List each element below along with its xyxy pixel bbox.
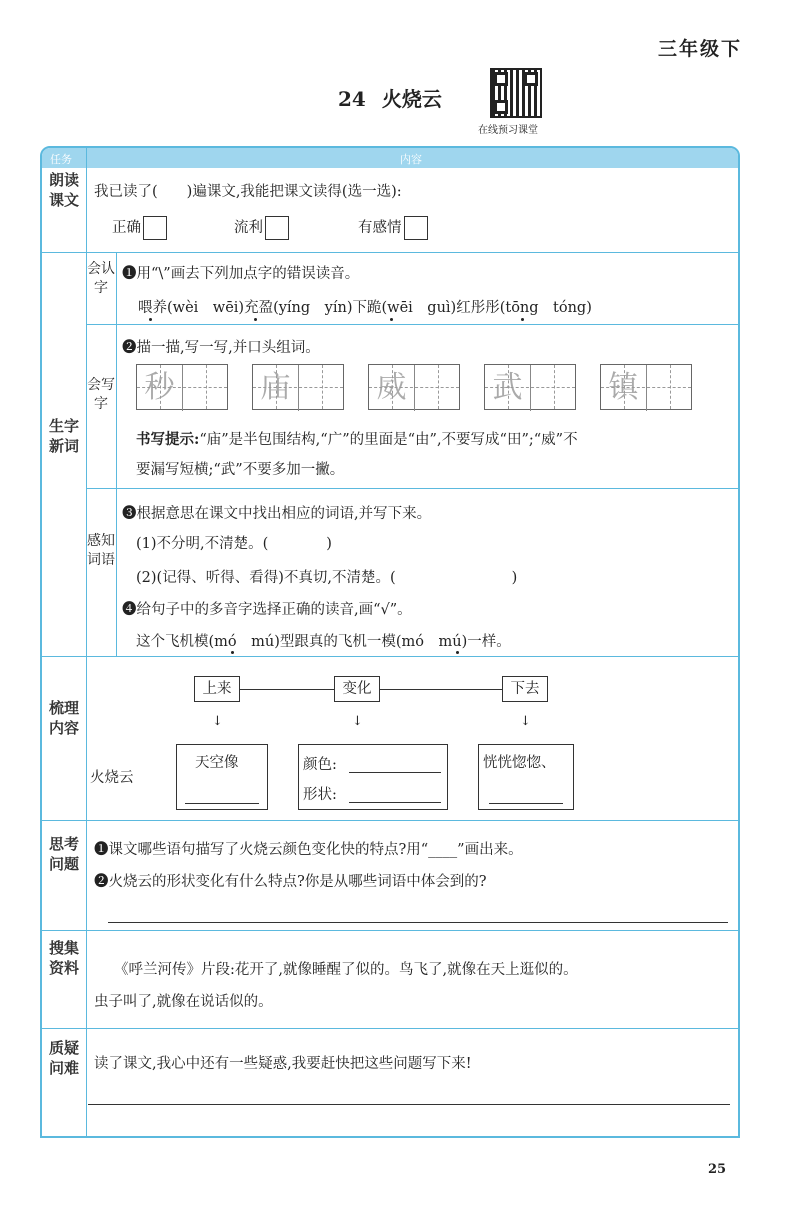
perceive-s4[interactable]: 这个飞机模(mó mú)型跟真的飞机一模(mó mú)一样。 bbox=[136, 634, 511, 650]
lesson-name: 火烧云 bbox=[381, 87, 442, 111]
read-option-fluent[interactable] bbox=[234, 216, 289, 240]
tip-title: 书写提示: bbox=[136, 431, 200, 448]
grade-label: 三年级下 bbox=[657, 38, 742, 60]
answer-line[interactable] bbox=[88, 1104, 730, 1105]
new-words-label: 生字新词 bbox=[48, 417, 79, 455]
read-label: 朗读课文 bbox=[48, 171, 79, 209]
lesson-title bbox=[338, 83, 442, 112]
arrow-down-icon: ↓ bbox=[520, 714, 531, 729]
sort-box-color-shape[interactable] bbox=[298, 744, 448, 810]
char-grid[interactable] bbox=[484, 364, 576, 410]
char-grid[interactable] bbox=[368, 364, 460, 410]
arrow-down-icon: ↓ bbox=[212, 714, 223, 729]
char-grid[interactable] bbox=[136, 364, 228, 410]
doubt-line: 读了课文,我心中还有一些疑惑,我要赶快把这些问题写下来! bbox=[94, 1056, 472, 1072]
trace-char: 秒 bbox=[137, 365, 183, 411]
color-text: 颜色: bbox=[303, 757, 337, 773]
sort-box-down: 下去 bbox=[502, 676, 548, 702]
blur-text: 恍恍惚惚、 bbox=[483, 755, 556, 771]
think-label: 思考问题 bbox=[48, 835, 79, 873]
sort-box-change: 变化 bbox=[334, 676, 380, 702]
checkbox-correct[interactable] bbox=[143, 216, 167, 240]
think-q1: ❶课文哪些语句描写了火烧云颜色变化快的特点?用“____”画出来。 bbox=[94, 842, 523, 858]
tip-line-2: 要漏写短横;“武”不要多加一撇。 bbox=[136, 462, 345, 478]
char-grid[interactable] bbox=[252, 364, 344, 410]
trace-char: 镇 bbox=[601, 365, 647, 411]
sort-box-up: 上来 bbox=[194, 676, 240, 702]
checkbox-emotion[interactable] bbox=[404, 216, 428, 240]
think-q2: ❷火烧云的形状变化有什么特点?你是从哪些词语中体会到的? bbox=[94, 874, 487, 890]
perceive-s2[interactable]: (2)(记得、听得、看得)不真切,不清楚。( ) bbox=[136, 570, 518, 586]
write-question: ❷描一描,写一写,并口头组词。 bbox=[122, 340, 320, 356]
sort-label: 梳理内容 bbox=[48, 699, 79, 737]
collect-label: 搜集资料 bbox=[48, 939, 79, 977]
tip-line-1 bbox=[136, 428, 578, 449]
trace-char: 武 bbox=[485, 365, 531, 411]
table-header bbox=[42, 148, 738, 168]
answer-line[interactable] bbox=[108, 922, 728, 923]
doubt-label: 质疑问难 bbox=[48, 1039, 79, 1077]
page-number: 25 bbox=[708, 1162, 727, 1177]
recognize-items[interactable]: 喂养(wèi wēi)充盈(yíng yín)下跪(wēi guì)红彤彤(tōng tóng) bbox=[138, 300, 592, 316]
collect-line-2: 虫子叫了,就像在说话似的。 bbox=[94, 994, 273, 1010]
read-line: 我已读了( )遍课文,我能把课文读得(选一选): bbox=[94, 184, 402, 200]
char-grid[interactable] bbox=[600, 364, 692, 410]
trace-char: 威 bbox=[369, 365, 415, 411]
collect-line-1: 《呼兰河传》片段:花开了,就像睡醒了似的。鸟飞了,就像在天上逛似的。 bbox=[114, 962, 578, 978]
opt-emotion-label: 有感情 bbox=[358, 220, 402, 236]
perceive-q4: ❹给句子中的多音字选择正确的读音,画“√”。 bbox=[122, 602, 412, 618]
write-label: 会写字 bbox=[87, 377, 115, 412]
col-content: 内容 bbox=[400, 153, 422, 166]
sky-text: 天空像 bbox=[195, 755, 239, 771]
lesson-number: 24 bbox=[338, 87, 366, 111]
perceive-label: 感知词语 bbox=[87, 533, 115, 568]
read-option-emotion[interactable] bbox=[358, 216, 428, 240]
sort-box-blur[interactable] bbox=[478, 744, 574, 810]
col-task: 任务 bbox=[50, 153, 72, 166]
perceive-s1[interactable]: (1)不分明,不清楚。( ) bbox=[136, 536, 332, 552]
tip-text-1: “庙”是半包围结构,“广”的里面是“由”,不要写成“田”;“威”不 bbox=[199, 432, 578, 448]
recognize-label: 会认字 bbox=[87, 261, 115, 296]
checkbox-fluent[interactable] bbox=[265, 216, 289, 240]
recognize-question: ❶用“\”画去下列加点字的错误读音。 bbox=[122, 266, 360, 282]
qr-code-icon[interactable] bbox=[490, 68, 542, 118]
qr-label: 在线预习课堂 bbox=[478, 125, 538, 136]
worksheet-table bbox=[40, 146, 740, 1138]
opt-fluent-label: 流利 bbox=[234, 220, 263, 236]
perceive-q3: ❸根据意思在课文中找出相应的词语,并写下来。 bbox=[122, 506, 432, 522]
arrow-down-icon: ↓ bbox=[352, 714, 363, 729]
shape-text: 形状: bbox=[303, 787, 337, 803]
trace-char: 庙 bbox=[253, 365, 299, 411]
read-option-correct[interactable] bbox=[112, 216, 167, 240]
opt-correct-label: 正确 bbox=[112, 220, 141, 236]
sort-box-sky[interactable] bbox=[176, 744, 268, 810]
sort-left-label: 火烧云 bbox=[90, 770, 134, 786]
